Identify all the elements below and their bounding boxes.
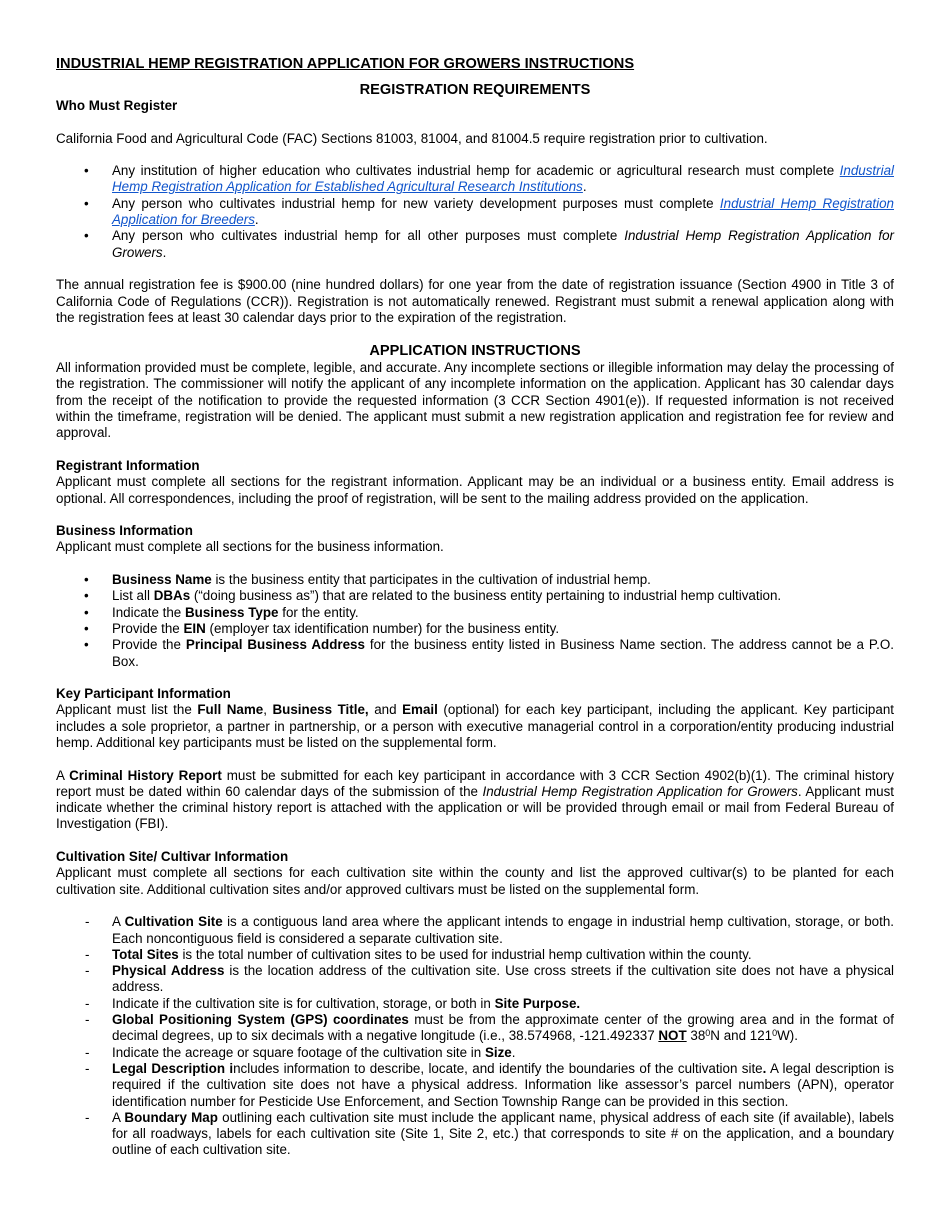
- registration-intro: California Food and Agricultural Code (FAC) Sections 81003, 81004, and 81004.5 require registration prior to cultivation.: [56, 130, 768, 146]
- cultivation-site-heading: Cultivation Site/ Cultivar Information: [56, 849, 289, 865]
- list-item: • Provide the EIN (employer tax identification number) for the business entity.: [56, 621, 894, 637]
- registrant-information-text: Applicant must complete all sections for the registrant information. Applicant may be an individual or a business entity. Email address is optional. All correspondences, including the proof of registration, will be sent to the mailing address provided on the application.: [56, 474, 894, 506]
- criminal-history-paragraph: A Criminal History Report must be submitted for each key participant in accordance with 3 CCR Section 4902(b)(1). The criminal history report must be dated within 60 calendar days of the submission of the Industrial Hemp Registration Application for Growers. Applicant must indicate whether the criminal history report is attached with the application or will be provided through email or mail from Federal Bureau of Investigation (FBI).: [56, 767, 895, 832]
- registration-fee-paragraph: The annual registration fee is $900.00 (nine hundred dollars) for one year from the date of registration issuance (Section 4900 in Title 3 of California Code of Regulations (CCR)). Registration is not automatically renewed. Registrant must submit a renewal application along with the registration fees at least 30 calendar days prior to the expiration of the registration.: [56, 277, 894, 325]
- registration-requirements-heading: REGISTRATION REQUIREMENTS: [359, 82, 591, 98]
- list-item: • Any person who cultivates industrial hemp for all other purposes must complete Industrial Hemp Registration Application for Growers.: [56, 228, 894, 261]
- who-must-register-heading: Who Must Register: [56, 98, 178, 113]
- breeders-application-link[interactable]: Industrial Hemp Registration Application for Breeders: [112, 195, 894, 228]
- application-instructions-heading: APPLICATION INSTRUCTIONS: [369, 343, 581, 360]
- list-item: - A Boundary Map outlining each cultivation site must include the applicant name, physical address of each site (if available), labels for all roadways, labels for each cultivation site (Site 1, Site 2, etc.) that corresponds to site # on the application, and a boundary outline of each cultivation site.: [56, 1110, 894, 1159]
- list-item: • Any institution of higher education who cultivates industrial hemp for academic or agricultural research must complete Industrial Hemp Registration Application for Established Agricultural Research Institutions.: [56, 163, 894, 196]
- list-item: - Total Sites is the total number of cultivation sites to be used for industrial hemp cultivation within the county.: [56, 947, 894, 963]
- list-item: - Legal Description includes information to describe, locate, and identify the boundaries of the cultivation site. A legal description is required if the cultivation site does not have a physical address. Information like assessor’s parcel numbers (APN), operator identification number for Pesticide Use Enforcement, and Section Township Range can be provided in this section.: [56, 1061, 894, 1110]
- list-item: • Indicate the Business Type for the entity.: [56, 605, 894, 621]
- document-title: INDUSTRIAL HEMP REGISTRATION APPLICATION FOR GROWERS INSTRUCTIONS: [56, 56, 635, 72]
- business-information-heading: Business Information: [56, 523, 193, 539]
- list-item: - Global Positioning System (GPS) coordinates must be from the approximate center of the growing area and in the format of decimal degrees, up to six decimals with a negative longitude (i.e., 38.574968, -121.492337 NOT $38^0N$ and $121^0W$).: [56, 1012, 894, 1045]
- list-item: - Indicate if the cultivation site is for cultivation, storage, or both in Site Purpose.: [56, 996, 894, 1012]
- business-information-text: Applicant must complete all sections for the business information.: [56, 539, 444, 555]
- key-participant-heading: Key Participant Information: [56, 686, 231, 702]
- list-item: • List all DBAs (“doing business as”) that are related to the business entity pertaining to industrial hemp cultivation.: [56, 588, 894, 604]
- who-must-register-list: [56, 163, 894, 261]
- list-item: - Physical Address is the location address of the cultivation site. Use cross streets if the cultivation site does not have a physical address.: [56, 963, 894, 996]
- business-information-list: [56, 572, 894, 670]
- list-item: - Indicate the acreage or square footage of the cultivation site in Size.: [56, 1045, 894, 1061]
- key-participant-text: Applicant must list the Full Name, Business Title, and Email (optional) for each key participant, including the applicant. Key participant includes a sole proprietor, a partner in partnership, or a person with executive managerial control in a corporation/entity producing industrial hemp. Additional key participants must be listed on the supplemental form.: [56, 702, 894, 750]
- cultivation-site-text: Applicant must complete all sections for each cultivation site within the county and list the approved cultivar(s) to be planted for each cultivation site. Additional cultivation sites and/or approved cultivars must be listed on the supplemental form.: [56, 865, 894, 897]
- research-institutions-application-link[interactable]: Industrial Hemp Registration Application for Established Agricultural Research Institutions: [112, 163, 894, 195]
- list-item: - A Cultivation Site is a contiguous land area where the applicant intends to engage in industrial hemp cultivation, storage, or both. Each noncontiguous field is considered a separate cultivation site.: [56, 914, 894, 947]
- list-item: • Any person who cultivates industrial hemp for new variety development purposes must complete Industrial Hemp Registration Application for Breeders.: [56, 196, 894, 229]
- list-item: • Business Name is the business entity that participates in the cultivation of industrial hemp.: [56, 572, 894, 588]
- cultivation-site-list: [56, 914, 894, 1158]
- list-item: • Provide the Principal Business Address for the business entity listed in Business Name section. The address cannot be a P.O. Box.: [56, 637, 894, 670]
- registrant-information-heading: Registrant Information: [56, 457, 200, 473]
- application-intro: All information provided must be complete, legible, and accurate. Any incomplete sections or illegible information may delay the processing of the registration. The commissioner will notify the applicant of any incomplete information on the application. Applicant has 30 calendar days from the receipt of the notification to provide the requested information (3 CCR Section 4901(e)). If requested information is not received within the timeframe, registration will be denied. The applicant must submit a new registration application and registration fee for review and approval.: [56, 360, 894, 441]
